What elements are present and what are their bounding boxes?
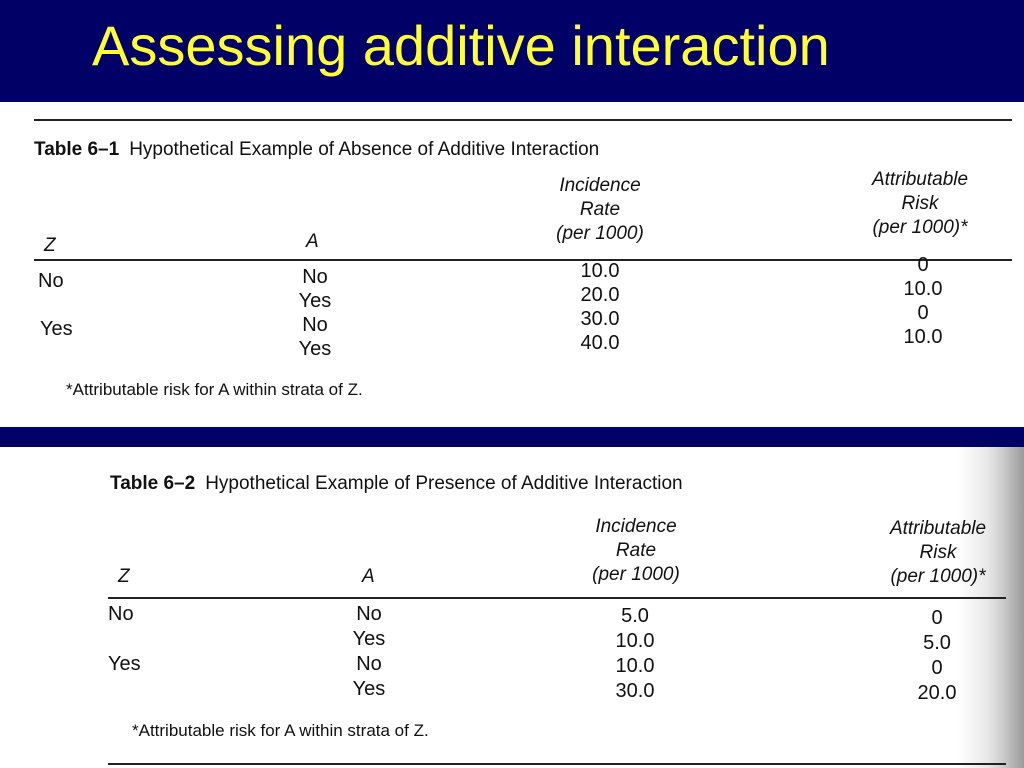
cell-ar: 0 bbox=[931, 657, 943, 679]
cell-a: No bbox=[356, 653, 382, 675]
table-title: Hypothetical Example of Presence of Additive Interaction bbox=[205, 473, 683, 494]
table-footnote: *Attributable risk for A within strata of Z. bbox=[66, 380, 363, 399]
table-caption bbox=[110, 473, 683, 495]
header-line: Rate bbox=[615, 540, 657, 561]
header-z: Z bbox=[44, 235, 56, 256]
cell-z: Yes bbox=[40, 318, 73, 340]
table-label: Table 6–1 bbox=[34, 139, 120, 160]
header-incidence-rate bbox=[520, 174, 680, 246]
table-6-1-panel bbox=[0, 102, 1024, 427]
header-attributable-risk bbox=[840, 168, 1000, 240]
cell-rate: 40.0 bbox=[580, 332, 620, 354]
cell-ar: 0 bbox=[917, 302, 929, 324]
table-footnote: *Attributable risk for A within strata of Z. bbox=[132, 721, 429, 740]
header-line: Risk bbox=[901, 193, 939, 214]
header-line: Attributable bbox=[871, 169, 969, 190]
header-a: A bbox=[362, 566, 375, 587]
header-line: Incidence bbox=[559, 175, 641, 196]
header-line: Attributable bbox=[889, 518, 987, 539]
cell-a: No bbox=[356, 603, 382, 625]
cell-rate: 10.0 bbox=[615, 630, 655, 652]
cell-a: Yes bbox=[298, 290, 332, 312]
slide-title: Assessing additive interaction bbox=[92, 14, 830, 77]
header-line: (per 1000)* bbox=[872, 217, 968, 238]
cell-ar: 20.0 bbox=[917, 682, 957, 704]
header-line: Rate bbox=[579, 199, 621, 220]
cell-rate: 30.0 bbox=[580, 308, 620, 330]
cell-rate: 10.0 bbox=[580, 260, 620, 282]
header-line: Risk bbox=[919, 542, 957, 563]
header-rule bbox=[34, 259, 1012, 261]
top-rule bbox=[34, 119, 1012, 121]
header-attributable-risk bbox=[858, 517, 1018, 589]
cell-a: Yes bbox=[352, 628, 386, 650]
cell-a: No bbox=[302, 314, 328, 336]
table-label: Table 6–2 bbox=[110, 473, 196, 494]
cell-rate: 30.0 bbox=[615, 680, 655, 702]
cell-z: No bbox=[38, 270, 64, 292]
title-bar bbox=[0, 0, 1024, 102]
cell-z: No bbox=[108, 603, 134, 625]
header-a: A bbox=[306, 231, 319, 252]
cell-ar: 5.0 bbox=[923, 632, 951, 654]
header-line: (per 1000) bbox=[556, 223, 644, 244]
cell-rate: 10.0 bbox=[615, 655, 655, 677]
cell-ar: 10.0 bbox=[903, 278, 943, 300]
cell-a: Yes bbox=[352, 678, 386, 700]
cell-z: Yes bbox=[108, 653, 141, 675]
cell-a: Yes bbox=[298, 338, 332, 360]
header-z: Z bbox=[118, 566, 130, 587]
header-line: (per 1000) bbox=[592, 564, 680, 585]
header-rule bbox=[108, 597, 1006, 599]
header-line: (per 1000)* bbox=[890, 566, 986, 587]
cell-ar: 0 bbox=[917, 254, 929, 276]
table-title: Hypothetical Example of Absence of Additive Interaction bbox=[129, 139, 600, 160]
header-line: Incidence bbox=[595, 516, 677, 537]
cell-rate: 5.0 bbox=[621, 605, 649, 627]
table-6-2-panel bbox=[0, 447, 1024, 768]
cell-rate: 20.0 bbox=[580, 284, 620, 306]
cell-ar: 0 bbox=[931, 607, 943, 629]
cell-ar: 10.0 bbox=[903, 326, 943, 348]
cell-a: No bbox=[302, 266, 328, 288]
bottom-rule bbox=[108, 763, 1006, 765]
table-caption bbox=[34, 139, 599, 161]
header-incidence-rate bbox=[556, 515, 716, 587]
